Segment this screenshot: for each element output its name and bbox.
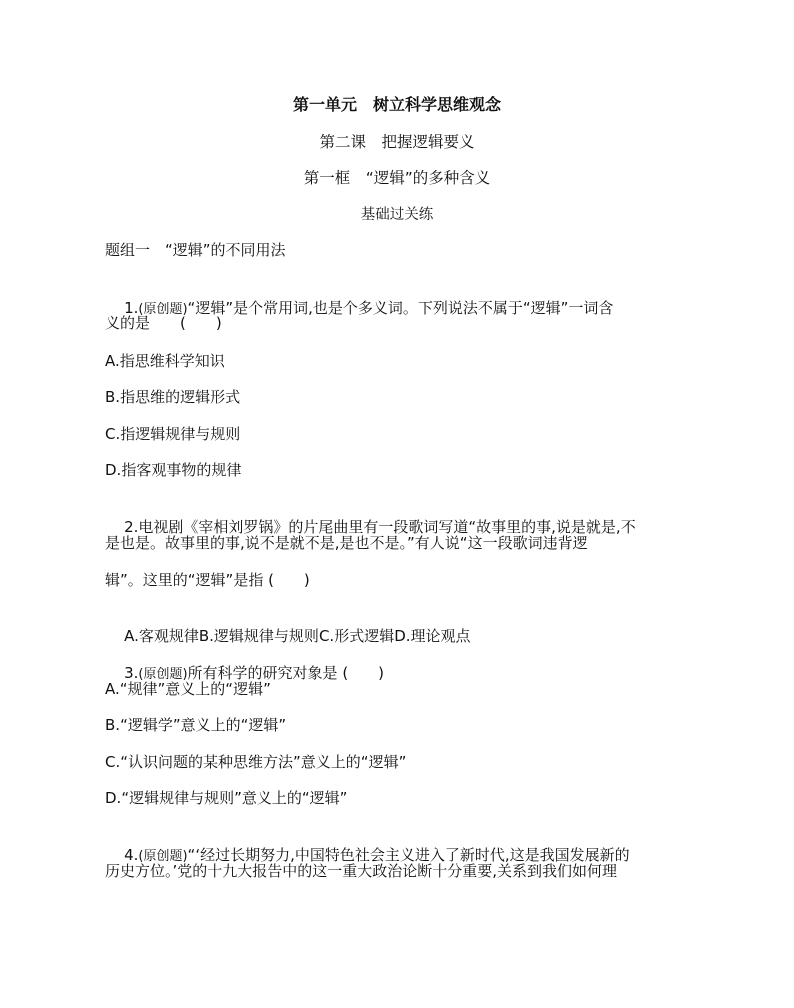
question-text: “逻辑”是个常用词,也是个多义词。下列说法不属于“逻辑”一词含: [187, 299, 614, 317]
q2-option-b: B.逻辑规律与规则: [198, 627, 319, 645]
q1-option-d: D.指客观事物的规律: [105, 461, 242, 479]
q2-option-c: C.形式逻辑: [318, 627, 395, 645]
q1-option-b: B.指思维的逻辑形式: [105, 388, 241, 406]
q1-option-c: C.指逻辑规律与规则: [105, 425, 241, 443]
question-text: 电视剧《宰相刘罗锅》的片尾曲里有一段歌词写道“故事里的事,说是就是,不: [138, 518, 636, 536]
q3-option-a: A.“规律”意义上的“逻辑”: [105, 680, 271, 698]
lesson-title: 第二课 把握逻辑要义: [319, 133, 475, 151]
q3-option-d: D.“逻辑规律与规则”意义上的“逻辑”: [105, 789, 348, 807]
question-4-line-2: 历史方位。’党的十九大报告中的这一重大政治论断十分重要,关系到我们如何理: [105, 862, 618, 880]
question-number: 2.: [124, 518, 139, 536]
question-tag: (原创题): [138, 302, 188, 317]
q1-option-a: A.指思维科学知识: [105, 352, 225, 370]
unit-title: 第一单元 树立科学思维观念: [292, 95, 501, 114]
question-number: 4.: [124, 846, 139, 864]
frame-title: 第一框 “逻辑”的多种含义: [303, 169, 491, 187]
question-1-line-2: 义的是 ( ): [105, 314, 222, 332]
section-title: 基础过关练: [360, 207, 434, 223]
question-2-line-2: 是也是。故事里的事,说不是就不是,是也不是。”有人说“这一段歌词违背逻: [105, 534, 588, 552]
q3-option-c: C.“认识问题的某种思维方法”意义上的“逻辑”: [105, 753, 407, 771]
question-2-line-3: 辑”。这里的“逻辑”是指 ( ): [105, 571, 310, 589]
q2-option-d: D.理论观点: [394, 627, 471, 645]
question-number: 3.: [124, 664, 139, 682]
question-tag: (原创题): [138, 849, 188, 864]
question-text: 所有科学的研究对象是 ( ): [187, 664, 385, 682]
q2-option-a: A.客观规律: [124, 627, 199, 645]
question-text: “‘经过长期努力,中国特色社会主义进入了新时代,这是我国发展新的: [187, 846, 630, 864]
group-title: 题组一 “逻辑”的不同用法: [105, 241, 286, 259]
question-number: 1.: [124, 299, 139, 317]
question-tag: (原创题): [138, 667, 188, 682]
q3-option-b: B.“逻辑学”意义上的“逻辑”: [105, 716, 287, 734]
